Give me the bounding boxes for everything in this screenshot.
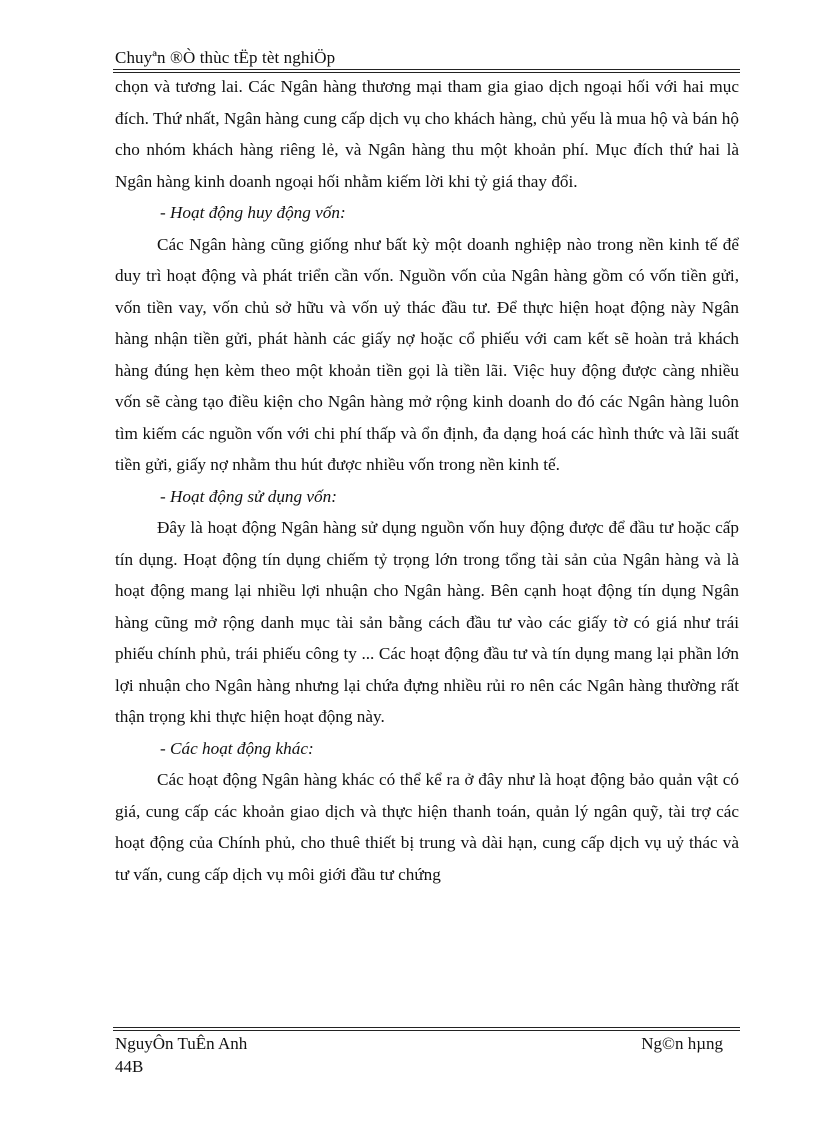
- paragraph-hoat-dong-khac: Các hoạt động Ngân hàng khác có thể kể ra ở đây như là hoạt động bảo quản vật có giá, cung cấp các khoản giao dịch và thực hiện thanh toán, quản lý ngân quỹ, tài trợ các hoạt động của Chính phủ, cho thuê thiết bị trung và dài hạn, cung cấp dịch vụ uỷ thác và tư vấn, cung cấp dịch vụ môi giới đầu tư chứng: [115, 770, 739, 884]
- paragraph-continuation: chọn và tương lai. Các Ngân hàng thương mại tham gia giao dịch ngoại hối với hai mục đích. Thứ nhất, Ngân hàng cung cấp dịch vụ cho khách hàng, chủ yếu là mua hộ và bán hộ cho nhóm khách hàng riêng lẻ, và Ngân hàng thu một khoản phí. Mục đích thứ hai là Ngân hàng kinh doanh ngoại hối nhằm kiếm lời khi tỷ giá thay đổi.: [115, 77, 739, 191]
- body-text: [115, 71, 739, 890]
- section-heading-hoat-dong-khac: - Các hoạt động khác:: [160, 738, 314, 758]
- paragraph-huy-dong-von: Các Ngân hàng cũng giống như bất kỳ một doanh nghiệp nào trong nền kinh tế để duy trì hoạt động và phát triển cần vốn. Nguồn vốn của Ngân hàng gồm có vốn tiền gửi, vốn tiền vay, vốn chủ sở hữu và vốn uỷ thác đầu tư. Để thực hiện hoạt động này Ngân hàng nhận tiền gửi, phát hành các giấy nợ hoặc cổ phiếu với cam kết sẽ hoàn trả khách hàng đúng hẹn kèm theo một khoản tiền gọi là tiền lãi. Việc huy động được càng nhiều vốn sẽ càng tạo điều kiện cho Ngân hàng mở rộng kinh doanh do đó các Ngân hàng luôn tìm kiếm các nguồn vốn với chi phí thấp và ổn định, đa dạng hoá các hình thức và lãi suất tiền gửi, giấy nợ nhằm thu hút được nhiều vốn trong nền kinh tế.: [115, 234, 739, 474]
- footer-author: NguyÔn TuÊn Anh: [115, 1034, 248, 1053]
- section-heading-huy-dong-von: - Hoạt động huy động vốn:: [160, 203, 346, 222]
- footer-class: 44B: [115, 1057, 144, 1076]
- footer-major: Ng©n hµng: [641, 1034, 723, 1053]
- section-heading-su-dung-von: - Hoạt động sử dụng vốn:: [160, 486, 337, 506]
- header-title: Chuyªn ®Ò thùc tËp tèt nghiÖp: [115, 48, 336, 67]
- footer-rule: [113, 1027, 740, 1031]
- paragraph-su-dung-von: Đây là hoạt động Ngân hàng sử dụng nguồn vốn huy động được để đầu tư hoặc cấp tín dụng. Hoạt động tín dụng chiếm tỷ trọng lớn trong tổng tài sản của Ngân hàng và là hoạt động mang lại nhiều lợi nhuận cho Ngân hàng. Bên cạnh hoạt động tín dụng Ngân hàng cũng mở rộng danh mục tài sản bằng cách đầu tư vào các giấy tờ có giá như trái phiếu chính phủ, trái phiếu công ty ... Các hoạt động đầu tư và tín dụng mang lại phần lớn lợi nhuận cho Ngân hàng nhưng lại chứa đựng nhiều rủi ro nên các Ngân hàng thường rất thận trọng khi thực hiện hoạt động này.: [115, 518, 739, 726]
